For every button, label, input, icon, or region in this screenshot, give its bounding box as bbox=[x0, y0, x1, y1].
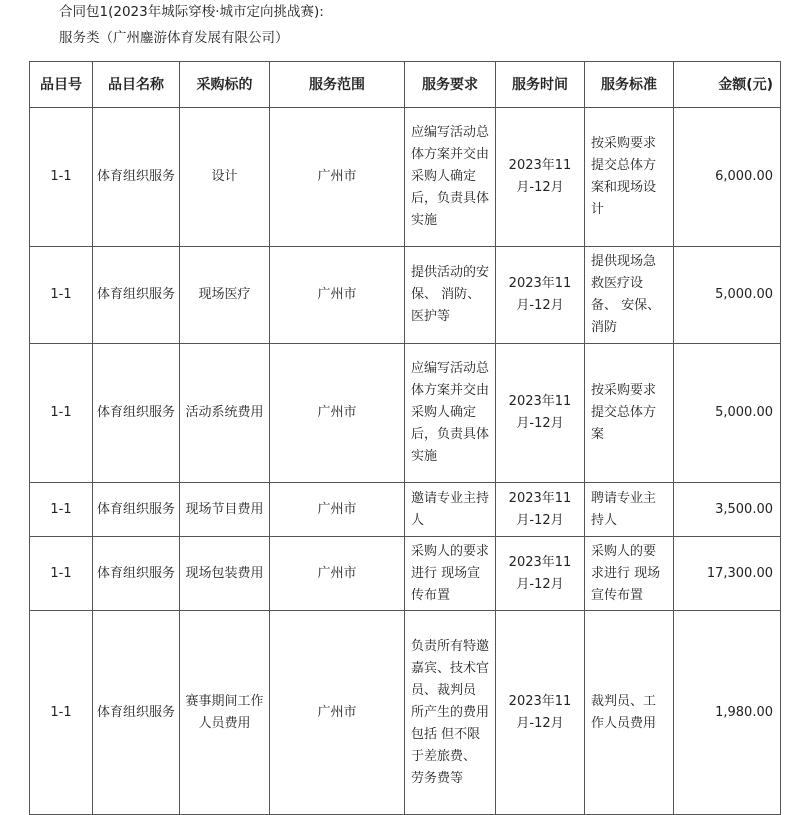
header-standard: 服务标准 bbox=[585, 62, 674, 108]
cell-standard: 聘请专业主持人 bbox=[585, 483, 674, 537]
header-target: 采购标的 bbox=[180, 62, 270, 108]
table-row bbox=[30, 611, 781, 815]
cell-item-no: 1-1 bbox=[30, 247, 93, 344]
cell-item-name: 体育组织服务 bbox=[93, 247, 180, 344]
cell-standard: 提供现场急救医疗设备、 安保、消防 bbox=[585, 247, 674, 344]
cell-target: 设计 bbox=[180, 108, 270, 247]
cell-item-no: 1-1 bbox=[30, 611, 93, 815]
table-row bbox=[30, 537, 781, 611]
cell-time: 2023年11月-12月 bbox=[496, 344, 585, 483]
cell-requirement: 负责所有特邀嘉宾、技术官员、裁判员 所产生的费用包括 但不限于差旅费、 劳务费等 bbox=[405, 611, 496, 815]
cell-item-no: 1-1 bbox=[30, 344, 93, 483]
cell-time: 2023年11月-12月 bbox=[496, 537, 585, 611]
cell-time: 2023年11月-12月 bbox=[496, 611, 585, 815]
cell-item-name: 体育组织服务 bbox=[93, 344, 180, 483]
cell-standard: 采购人的要求进行 现场宣传布置 bbox=[585, 537, 674, 611]
table-row bbox=[30, 247, 781, 344]
cell-scope: 广州市 bbox=[270, 108, 405, 247]
cell-target: 赛事期间工作人员费用 bbox=[180, 611, 270, 815]
cell-requirement: 邀请专业主持人 bbox=[405, 483, 496, 537]
cell-item-no: 1-1 bbox=[30, 483, 93, 537]
cell-standard: 按采购要求提交总体方案和现场设计 bbox=[585, 108, 674, 247]
cell-amount: 17,300.00 bbox=[674, 537, 781, 611]
header-scope: 服务范围 bbox=[270, 62, 405, 108]
header-item-no: 品目号 bbox=[30, 62, 93, 108]
cell-time: 2023年11月-12月 bbox=[496, 108, 585, 247]
cell-target: 现场医疗 bbox=[180, 247, 270, 344]
cell-item-name: 体育组织服务 bbox=[93, 483, 180, 537]
cell-item-name: 体育组织服务 bbox=[93, 108, 180, 247]
cell-scope: 广州市 bbox=[270, 537, 405, 611]
table-row bbox=[30, 483, 781, 537]
cell-requirement: 应编写活动总体方案并交由采购人确定后，负责具体实施 bbox=[405, 344, 496, 483]
cell-requirement: 采购人的要求进行 现场宣传布置 bbox=[405, 537, 496, 611]
cell-requirement: 提供活动的安保、 消防、医护等 bbox=[405, 247, 496, 344]
cell-standard: 裁判员、工作人员费用 bbox=[585, 611, 674, 815]
contract-package-title: 合同包1(2023年城际穿梭·城市定向挑战赛): bbox=[59, 4, 324, 20]
cell-amount: 3,500.00 bbox=[674, 483, 781, 537]
cell-time: 2023年11月-12月 bbox=[496, 483, 585, 537]
header-item-name: 品目名称 bbox=[93, 62, 180, 108]
cell-item-no: 1-1 bbox=[30, 108, 93, 247]
table-row bbox=[30, 344, 781, 483]
cell-scope: 广州市 bbox=[270, 611, 405, 815]
table-header-row bbox=[30, 62, 781, 108]
cell-target: 现场节目费用 bbox=[180, 483, 270, 537]
service-category-title: 服务类（广州鏖游体育发展有限公司） bbox=[59, 30, 289, 46]
cell-item-no: 1-1 bbox=[30, 537, 93, 611]
cell-scope: 广州市 bbox=[270, 483, 405, 537]
table-row bbox=[30, 108, 781, 247]
header-requirement: 服务要求 bbox=[405, 62, 496, 108]
cell-amount: 5,000.00 bbox=[674, 247, 781, 344]
procurement-table bbox=[29, 61, 781, 815]
cell-amount: 1,980.00 bbox=[674, 611, 781, 815]
cell-scope: 广州市 bbox=[270, 247, 405, 344]
header-time: 服务时间 bbox=[496, 62, 585, 108]
cell-amount: 6,000.00 bbox=[674, 108, 781, 247]
cell-amount: 5,000.00 bbox=[674, 344, 781, 483]
cell-standard: 按采购要求提交总体方案 bbox=[585, 344, 674, 483]
cell-time: 2023年11月-12月 bbox=[496, 247, 585, 344]
header-amount: 金额(元) bbox=[674, 62, 781, 108]
cell-item-name: 体育组织服务 bbox=[93, 611, 180, 815]
cell-item-name: 体育组织服务 bbox=[93, 537, 180, 611]
cell-scope: 广州市 bbox=[270, 344, 405, 483]
cell-requirement: 应编写活动总体方案并交由采购人确定后，负责具体实施 bbox=[405, 108, 496, 247]
cell-target: 活动系统费用 bbox=[180, 344, 270, 483]
cell-target: 现场包装费用 bbox=[180, 537, 270, 611]
